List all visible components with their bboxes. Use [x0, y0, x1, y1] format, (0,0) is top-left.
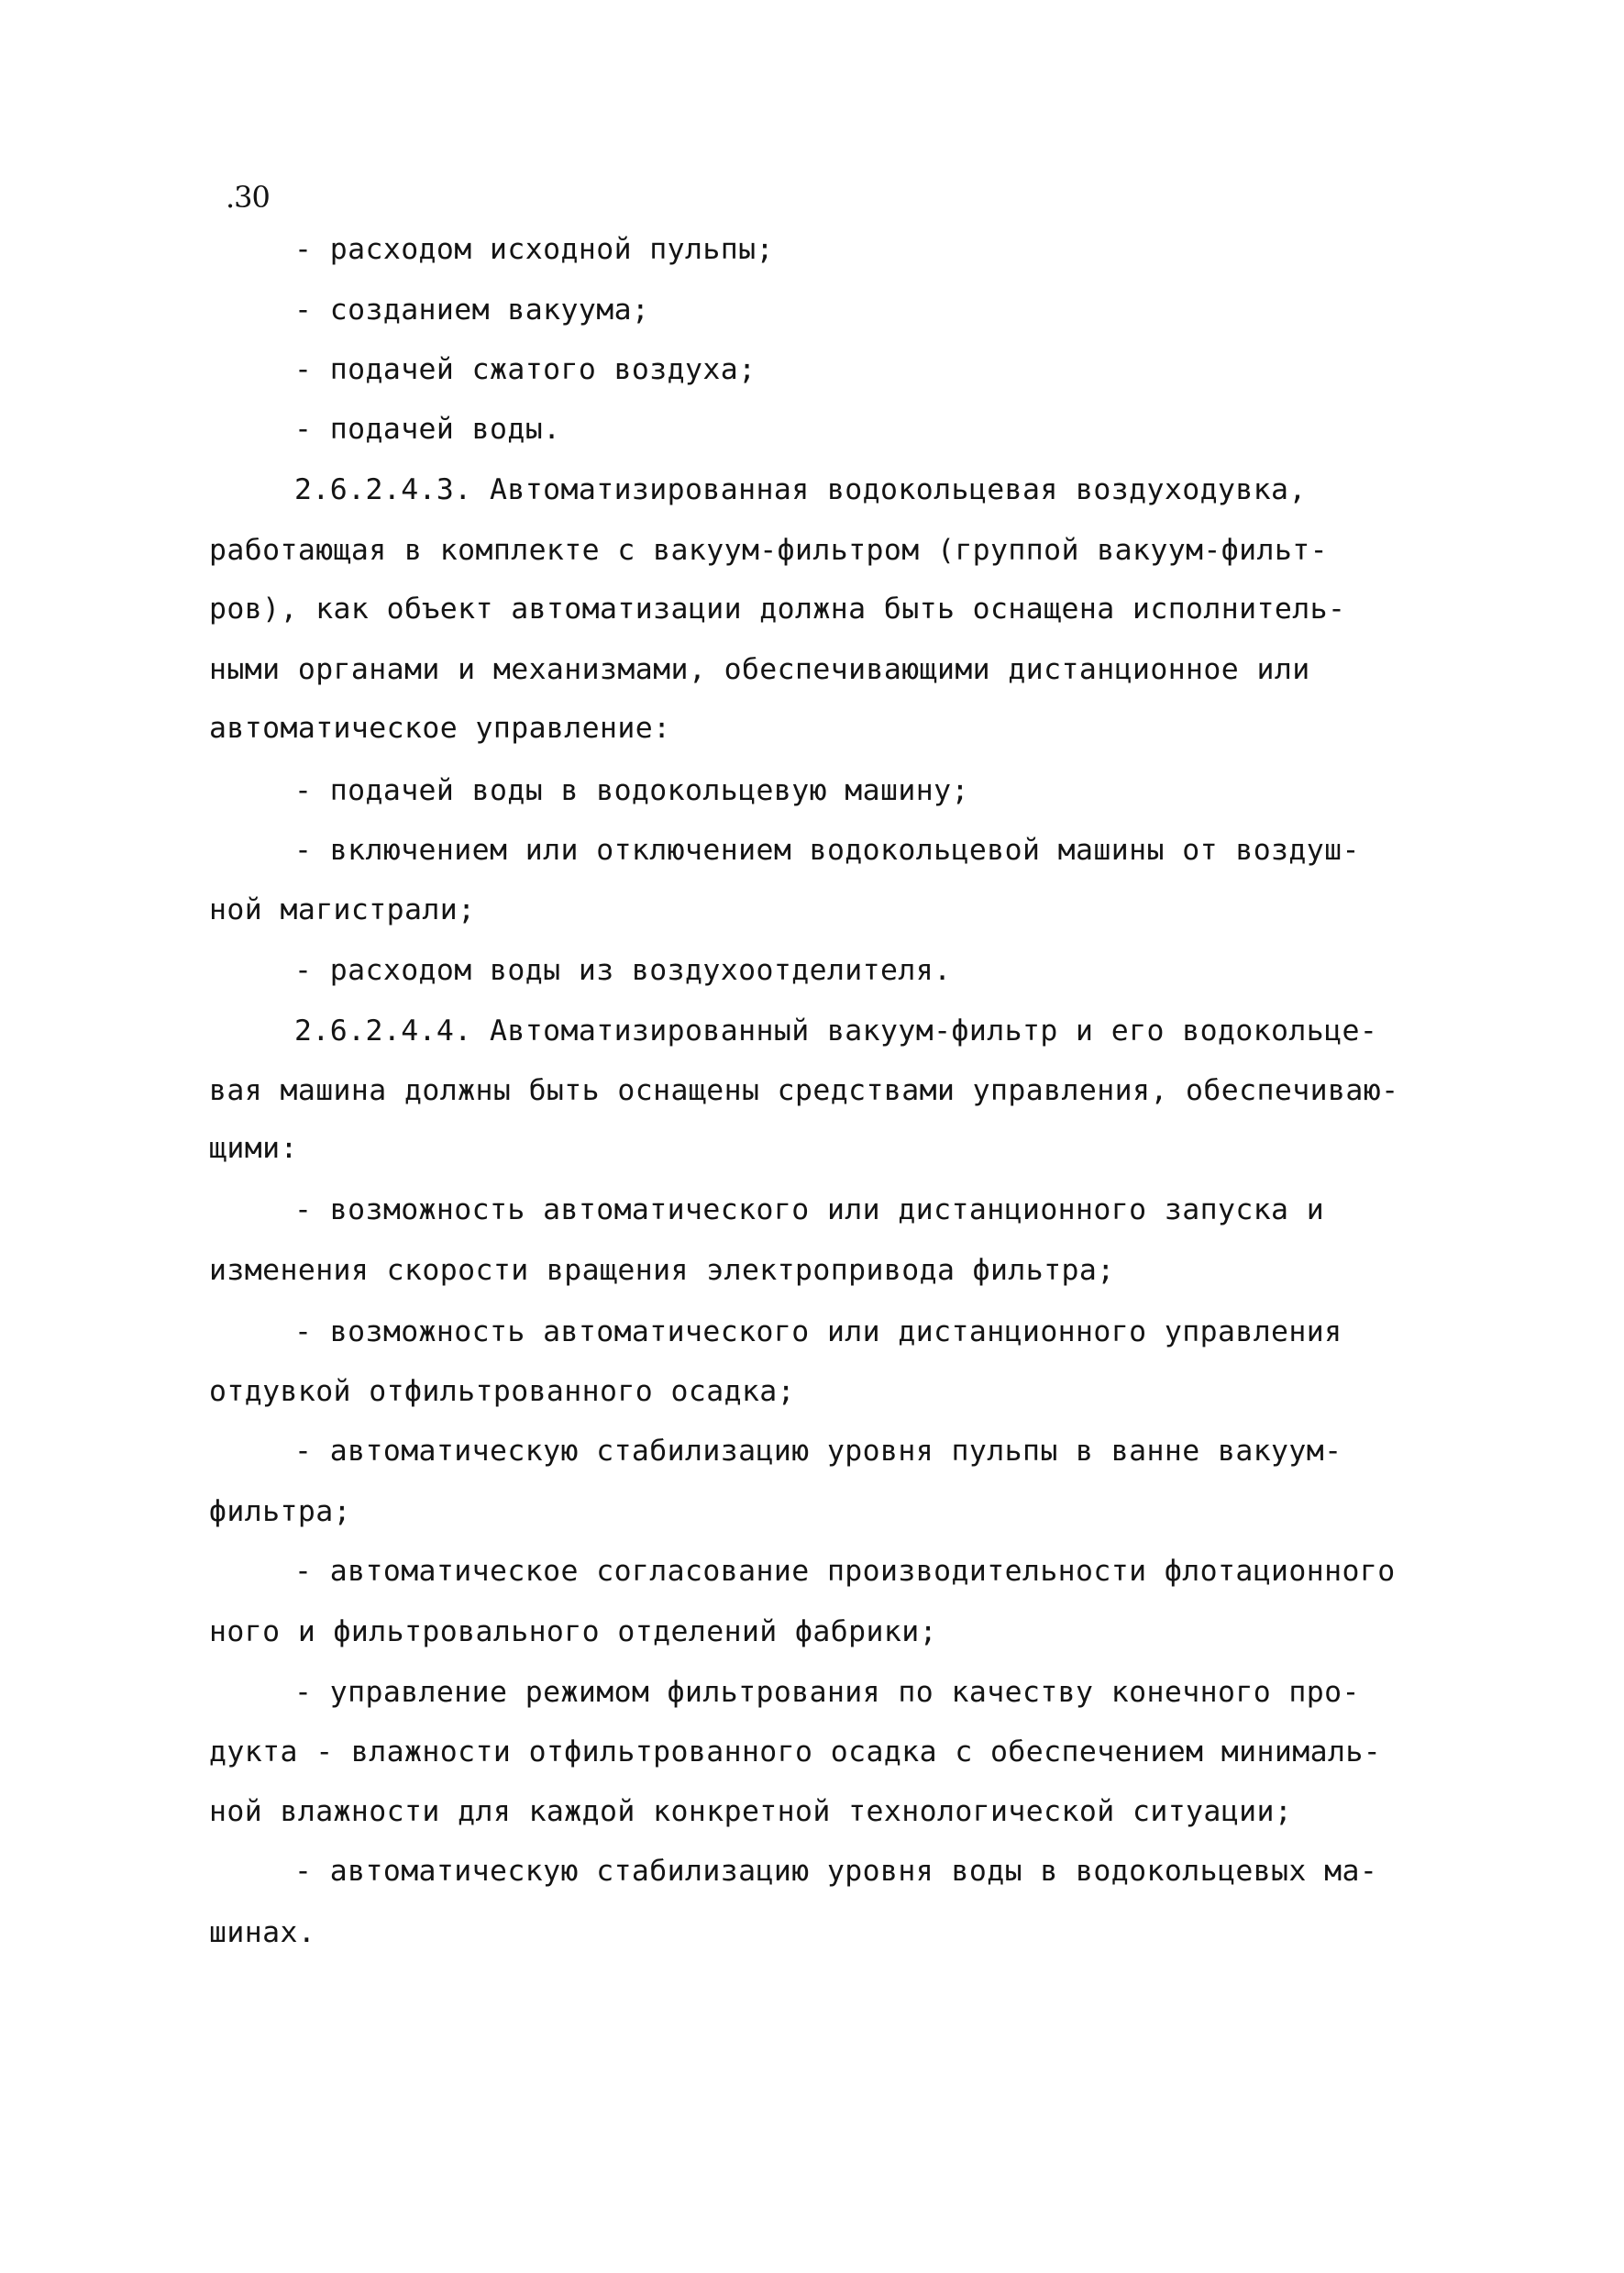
list-item: - автоматическое согласование производительности флотационного: [294, 1555, 1396, 1588]
list-item: - управление режимом фильтрования по качеству конечного про-: [294, 1676, 1360, 1709]
list-item: - подачей сжатого воздуха;: [294, 353, 757, 386]
paragraph-line: изменения скорости вращения электропривода фильтра;: [209, 1254, 1115, 1287]
list-item: - включением или отключением водокольцевой машины от воздуш-: [294, 834, 1360, 867]
paragraph-line: отдувкой отфильтрованного осадка;: [209, 1375, 796, 1408]
page-number: .30: [226, 180, 270, 215]
paragraph-line: работающая в комплекте с вакуум-фильтром (группой вакуум-фильт-: [209, 534, 1328, 567]
paragraph-line: ров), как объект автоматизации должна быть оснащена исполнитель-: [209, 593, 1346, 626]
paragraph-line: автоматическое управление:: [209, 712, 671, 745]
list-item: - возможность автоматического или дистанционного управления: [294, 1315, 1342, 1348]
paragraph-line: ного и фильтровального отделений фабрики;: [209, 1615, 937, 1648]
paragraph-line: ной влажности для каждой конкретной технологической ситуации;: [209, 1795, 1293, 1828]
list-item: - возможность автоматического или дистанционного запуска и: [294, 1193, 1325, 1226]
paragraph-line: фильтра;: [209, 1495, 351, 1528]
paragraph-line: ной магистрали;: [209, 893, 476, 926]
list-item: - созданием вакуума;: [294, 294, 650, 327]
list-item: - расходом исходной пульпы;: [294, 233, 774, 266]
list-item: - подачей воды.: [294, 413, 561, 446]
paragraph-line: щими:: [209, 1132, 298, 1165]
paragraph-line: шинах.: [209, 1916, 316, 1949]
paragraph-line: вая машина должны быть оснащены средствами управления, обеспечиваю-: [209, 1074, 1399, 1107]
section-heading-line: 2.6.2.4.3. Автоматизированная водокольцевая воздуходувка,: [294, 473, 1307, 506]
list-item: - подачей воды в водокольцевую машину;: [294, 774, 969, 807]
list-item: - автоматическую стабилизацию уровня воды в водокольцевых ма-: [294, 1855, 1378, 1888]
paragraph-line: дукта - влажности отфильтрованного осадка с обеспечением минималь-: [209, 1735, 1382, 1769]
list-item: - расходом воды из воздухоотделителя.: [294, 954, 952, 987]
section-heading-line: 2.6.2.4.4. Автоматизированный вакуум-фильтр и его водокольце-: [294, 1015, 1378, 1048]
paragraph-line: ными органами и механизмами, обеспечивающими дистанционное или: [209, 653, 1310, 686]
list-item: - автоматическую стабилизацию уровня пульпы в ванне вакуум-: [294, 1435, 1342, 1468]
